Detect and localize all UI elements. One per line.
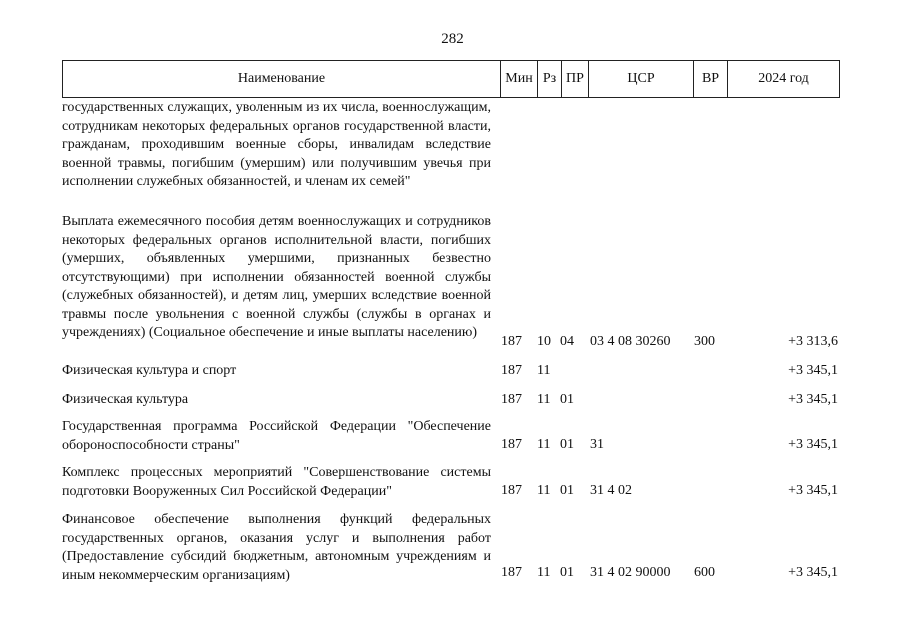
row-csr: 31 4 02 90000 bbox=[590, 565, 671, 580]
row-amount: +3 313,6 bbox=[788, 334, 838, 349]
row-csr: 31 bbox=[590, 437, 604, 452]
header-min: Мин bbox=[500, 61, 537, 97]
row-name: Комплекс процессных мероприятий "Совершенствование системы подготовки Вооруженных Сил Российской Федерации" bbox=[62, 465, 491, 499]
header-vr: ВР bbox=[693, 61, 727, 97]
row-amount: +3 345,1 bbox=[788, 565, 838, 580]
row-name: государственных служащих, уволенным из их числа, военнослужащим, сотрудникам некоторых федеральных органов государственной власти, гражданам, проходившим военные сборы, инвалидам вследствие военной травмы, погибшим (умершим) или получившим увечья при исполнении служебных обязанностей, и членам их семей" bbox=[62, 100, 491, 189]
row-vr: 300 bbox=[694, 334, 715, 349]
row-min: 187 bbox=[501, 363, 522, 378]
table-row bbox=[62, 391, 840, 411]
row-amount: +3 345,1 bbox=[788, 392, 838, 407]
row-rz: 10 bbox=[537, 334, 551, 349]
row-pr: 01 bbox=[560, 565, 574, 580]
row-min: 187 bbox=[501, 483, 522, 498]
row-name: Физическая культура bbox=[62, 392, 189, 407]
row-min: 187 bbox=[501, 334, 522, 349]
row-csr: 31 4 02 bbox=[590, 483, 632, 498]
table-row bbox=[62, 418, 840, 458]
header-name: Наименование bbox=[237, 71, 326, 86]
row-pr: 01 bbox=[560, 483, 574, 498]
row-pr: 01 bbox=[560, 392, 574, 407]
row-rz: 11 bbox=[537, 363, 551, 378]
row-rz: 11 bbox=[537, 437, 551, 452]
row-min: 187 bbox=[501, 392, 522, 407]
table-header bbox=[62, 60, 840, 98]
row-rz: 11 bbox=[537, 392, 551, 407]
row-name: Финансовое обеспечение выполнения функций федеральных государственных органов, оказания услуг и выполнения работ (Предоставление субсидий бюджетным, автономным учреждениям и иным некоммерческим организациям) bbox=[62, 512, 491, 583]
header-rz: Рз bbox=[537, 61, 561, 97]
table-row bbox=[62, 511, 840, 586]
header-csr: ЦСР bbox=[588, 61, 693, 97]
table-row bbox=[62, 99, 840, 209]
row-pr: 01 bbox=[560, 437, 574, 452]
header-pr: ПР bbox=[561, 61, 588, 97]
row-amount: +3 345,1 bbox=[788, 363, 838, 378]
table-row bbox=[62, 362, 840, 382]
header-year: 2024 год bbox=[727, 61, 839, 97]
row-pr: 04 bbox=[560, 334, 574, 349]
row-amount: +3 345,1 bbox=[788, 437, 838, 452]
row-name: Выплата ежемесячного пособия детям военнослужащих и сотрудников некоторых федеральных органов исполнительной власти, погибших (умерших, объявленных умершими, признанных безвестно отсутствующими) при исполнении обязанностей военной службы (служебных обязанностей), и детям лиц, умерших вследствие военной травмы после увольнения с военной службы (службы в органах и учреждениях) (Социальное обеспечение и иные выплаты населению) bbox=[62, 214, 491, 340]
table-row bbox=[62, 213, 840, 353]
row-amount: +3 345,1 bbox=[788, 483, 838, 498]
row-name: Государственная программа Российской Федерации "Обеспечение обороноспособности страны" bbox=[62, 419, 491, 453]
row-vr: 600 bbox=[694, 565, 715, 580]
row-min: 187 bbox=[501, 565, 522, 580]
table-row bbox=[62, 464, 840, 504]
row-csr: 03 4 08 30260 bbox=[590, 334, 671, 349]
row-rz: 11 bbox=[537, 483, 551, 498]
row-min: 187 bbox=[501, 437, 522, 452]
row-rz: 11 bbox=[537, 565, 551, 580]
page-number: 282 bbox=[441, 31, 464, 47]
row-name: Физическая культура и спорт bbox=[62, 363, 237, 378]
